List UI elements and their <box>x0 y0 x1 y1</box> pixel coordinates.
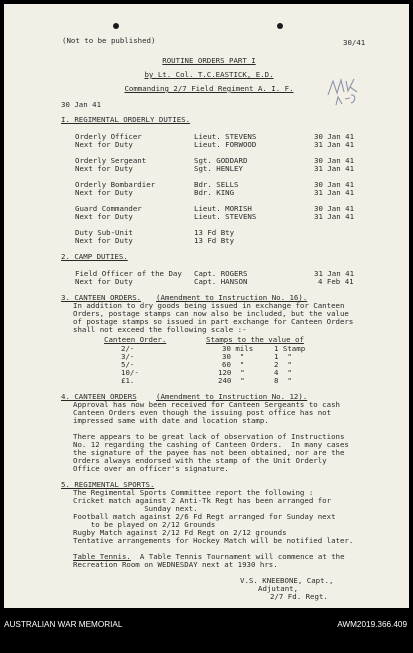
section-4-amendment: (Amendment to Instruction No. 12). <box>156 392 308 401</box>
duty-date: 31 Jan 41 <box>314 269 355 278</box>
duty-name: Capt. ROGERS <box>194 269 248 278</box>
duty-role: Guard Commander <box>75 204 142 213</box>
duty-name: Sgt. HENLEY <box>194 164 243 173</box>
handwritten-initials <box>324 75 368 109</box>
sports-line: Sunday next. <box>73 504 198 513</box>
duty-role: Next for Duty <box>75 188 133 197</box>
duty-date: 31 Jan 41 <box>314 188 355 197</box>
duty-role: Next for Duty <box>75 140 133 149</box>
duty-role: Duty Sub-Unit <box>75 228 133 237</box>
footer-credit: AUSTRALIAN WAR MEMORIAL <box>4 620 123 629</box>
archive-footer <box>0 608 413 653</box>
scale-header-order: Canteen Order. <box>104 335 167 344</box>
duty-date: 31 Jan 41 <box>314 212 355 221</box>
duty-date: 30 Jan 41 <box>314 180 355 189</box>
duty-name: 13 Fd Bty <box>194 228 235 237</box>
duty-date: 31 Jan 41 <box>314 164 355 173</box>
duty-date: 30 Jan 41 <box>314 156 355 165</box>
table-tennis-text: A Table Tennis Tournament will commence at the <box>131 552 345 561</box>
duty-name: Lieut. MORISH <box>194 204 252 213</box>
section-3-amendment: (Amendment to Instruction No. 16). <box>156 293 308 302</box>
duty-name: Bdr. KING <box>194 188 235 197</box>
duty-date: 4 Feb 41 <box>318 277 354 286</box>
duty-role: Field Officer of the Day <box>75 269 182 278</box>
signature-unit: 2/7 Fd. Regt. <box>270 592 328 601</box>
order-number: 30/41 <box>343 38 366 47</box>
scale-stamps: 4 " <box>274 368 292 377</box>
scale-value: 120 " <box>218 368 245 377</box>
scale-stamps: 8 " <box>274 376 292 385</box>
footer-id: AWM2019.366.409 <box>337 620 407 629</box>
section-4-text: the signature of the payee has not been obtained, nor are the <box>73 448 345 457</box>
sports-line: The Regimental Sports Committee report the following : <box>73 488 314 497</box>
scale-stamps: 1 Stamp <box>274 344 306 353</box>
sports-line: Football match against 2/6 Fd Regt arranged for Sunday next <box>73 512 336 521</box>
duty-name: Lieut. STEVENS <box>194 212 257 221</box>
duty-date: 30 Jan 41 <box>314 204 355 213</box>
signature-role: Adjutant, <box>258 584 299 593</box>
sports-line: Tentative arrangements for Hockey Match will be notified later. <box>73 536 354 545</box>
scale-value: 240 " <box>218 376 245 385</box>
section-4-title: 4. CANTEEN ORDERS <box>61 392 137 401</box>
scale-stamps: 1 " <box>274 352 292 361</box>
duty-name: Lieut. STEVENS <box>194 132 257 141</box>
section-4-text: Approval has now been received for Canteen Sergeants to cash <box>73 400 340 409</box>
duty-role: Next for Duty <box>75 277 133 286</box>
duty-role: Next for Duty <box>75 236 133 245</box>
section-4-text: Office over an officer's signature. <box>73 464 229 473</box>
sports-line: Rugby Match against 2/12 Fd Regt on 2/12 grounds <box>73 528 287 537</box>
commanding-unit: Commanding 2/7 Field Regiment A. I. F. <box>124 84 294 93</box>
publication-note: (Not to be published) <box>62 36 156 45</box>
sports-line: to be played on 2/12 Grounds <box>73 520 216 529</box>
duty-role: Orderly Officer <box>75 132 142 141</box>
section-4-text: Orders always endorsed with the stamp of the Unit Orderly <box>73 456 327 465</box>
duty-role: Orderly Sergeant <box>75 156 147 165</box>
scale-order: 10/- <box>121 368 139 377</box>
scale-order: 3/- <box>121 352 135 361</box>
scale-stamps: 2 " <box>274 360 292 369</box>
section-3-text: In addition to dry goods being issued in exchange for Canteen <box>73 301 345 310</box>
issued-by: by Lt. Col. T.C.EASTICK, E.D. <box>144 70 274 79</box>
document-title: ROUTINE ORDERS PART I <box>162 56 256 65</box>
section-2-title: 2. CAMP DUTIES. <box>61 252 128 261</box>
section-3-text: Orders, postage stamps can now also be included, but the value <box>73 309 349 318</box>
duty-role: Next for Duty <box>75 164 133 173</box>
scale-header-stamps: Stamps to the value of <box>206 335 304 344</box>
section-4-text: impressed same with date and location stamp. <box>73 416 269 425</box>
section-4-text: No. 12 regarding the cashing of Canteen Orders. In many cases <box>73 440 349 449</box>
duty-name: 13 Fd Bty <box>194 236 235 245</box>
document-date: 30 Jan 41 <box>61 100 102 109</box>
duty-date: 30 Jan 41 <box>314 132 355 141</box>
scale-value: 60 " <box>222 360 245 369</box>
duty-name: Sgt. GODDARD <box>194 156 248 165</box>
section-3-text: shall not exceed the following scale :- <box>73 325 247 334</box>
section-3-title: 3. CANTEEN ORDERS. <box>61 293 142 302</box>
table-tennis-label: Table Tennis. <box>73 552 131 561</box>
section-5-title: 5. REGIMENTAL SPORTS. <box>61 480 155 489</box>
section-3-text: of postage stamps so issued in part exchange for Canteen Orders <box>73 317 354 326</box>
scale-order: 2/- <box>121 344 135 353</box>
duty-name: Capt. HANSON <box>194 277 248 286</box>
duty-role: Orderly Bombardier <box>75 180 156 189</box>
section-1-title: I. REGIMENTAL ORDERLY DUTIES. <box>61 115 191 124</box>
section-4-text: Canteen Orders even though the issuing post office has not <box>73 408 332 417</box>
scale-order: £1. <box>121 376 135 385</box>
scale-value: 30 mils <box>222 344 254 353</box>
duty-role: Next for Duty <box>75 212 133 221</box>
punch-hole <box>113 23 119 29</box>
punch-hole <box>277 23 283 29</box>
scale-order: 5/- <box>121 360 135 369</box>
duty-name: Bdr. SELLS <box>194 180 239 189</box>
signature-name: V.S. KNEEBONE, Capt., <box>240 576 334 585</box>
section-4-text: There appears to be great lack of observation of Instructions <box>73 432 345 441</box>
scale-value: 30 " <box>222 352 245 361</box>
sports-line: Cricket match against 2 Anti-Tk Regt has been arranged for <box>73 496 332 505</box>
duty-name: Lieut. FORWOOD <box>194 140 257 149</box>
document-page <box>4 4 409 608</box>
duty-date: 31 Jan 41 <box>314 140 355 149</box>
table-tennis-text: Recreation Room on WEDNESDAY next at 1930 hrs. <box>73 560 278 569</box>
